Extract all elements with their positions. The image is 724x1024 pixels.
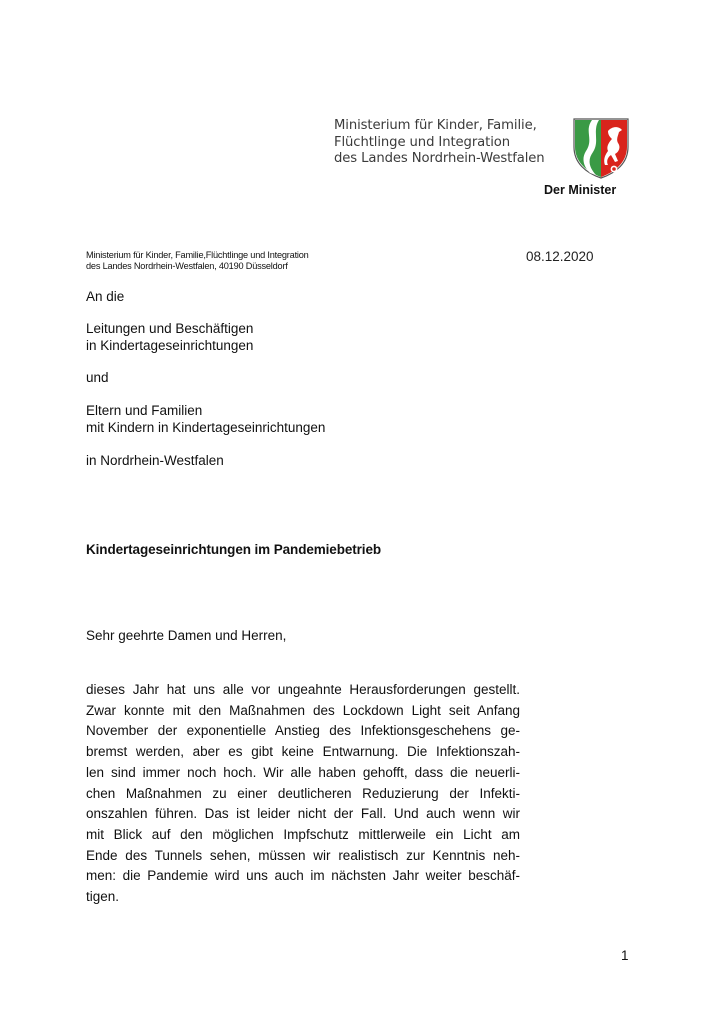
ministry-name-line: Ministerium für Kinder, Familie, (334, 118, 537, 133)
body-line: Zwar konnte mit den Maßnahmen des Lockdown Light seit Anfang (86, 702, 520, 718)
recipient-conjunction: und (86, 370, 109, 385)
recipient-group-1 (86, 321, 253, 354)
body-paragraph (86, 680, 520, 908)
body-line: bremst werden, aber es gibt keine Entwarnung. Die Infektionszah- (86, 744, 520, 760)
recipient-intro: An die (86, 289, 125, 304)
page-number: 1 (621, 948, 629, 963)
body-line: len sind immer noch hoch. Wir alle haben gehofft, dass die neuerli- (86, 764, 520, 780)
body-line: November der exponentielle Anstieg des Infektionsgeschehens ge- (86, 723, 520, 739)
salutation: Sehr geehrte Damen und Herren, (86, 628, 287, 643)
body-line: tigen. (86, 889, 120, 905)
body-line: chen Maßnahmen zu einer deutlicheren Reduzierung der Infekti- (86, 785, 520, 801)
nrw-coat-of-arms-icon (572, 117, 630, 179)
signature-title: Der Minister (544, 183, 617, 197)
recipient-line: in Kindertageseinrichtungen (86, 337, 254, 353)
letter-subject: Kindertageseinrichtungen im Pandemiebetrieb (86, 542, 382, 557)
body-line: men: die Pandemie wird uns auch im nächsten Jahr weiter beschäf- (86, 868, 520, 884)
sender-line: des Landes Nordrhein-Westfalen, 40190 Düsseldorf (86, 260, 288, 271)
recipient-line: Eltern und Familien (86, 403, 203, 418)
sender-address (86, 250, 309, 271)
body-line: dieses Jahr hat uns alle vor ungeahnte Herausforderungen gestellt. (86, 682, 520, 697)
body-line: Ende des Tunnels sehen, müssen wir realistisch zur Kenntnis neh- (86, 847, 520, 863)
letter-date: 08.12.2020 (526, 249, 594, 264)
ministry-name-line: Flüchtlinge und Integration (334, 134, 510, 150)
recipient-group-2 (86, 403, 325, 436)
recipient-line: mit Kindern in Kindertageseinrichtungen (86, 419, 326, 435)
recipient-region: in Nordrhein-Westfalen (86, 453, 224, 468)
ministry-name (334, 118, 545, 168)
body-line: mit Blick auf den möglichen Impfschutz mittlerweile ein Licht am (86, 826, 520, 842)
sender-line: Ministerium für Kinder, Familie,Flüchtlinge und Integration (86, 250, 309, 260)
body-line: onszahlen führen. Das ist leider nicht der Fall. Und auch wenn wir (86, 806, 520, 822)
recipient-line: Leitungen und Beschäftigen (86, 321, 254, 336)
ministry-name-line: des Landes Nordrhein-Westfalen (334, 151, 545, 166)
